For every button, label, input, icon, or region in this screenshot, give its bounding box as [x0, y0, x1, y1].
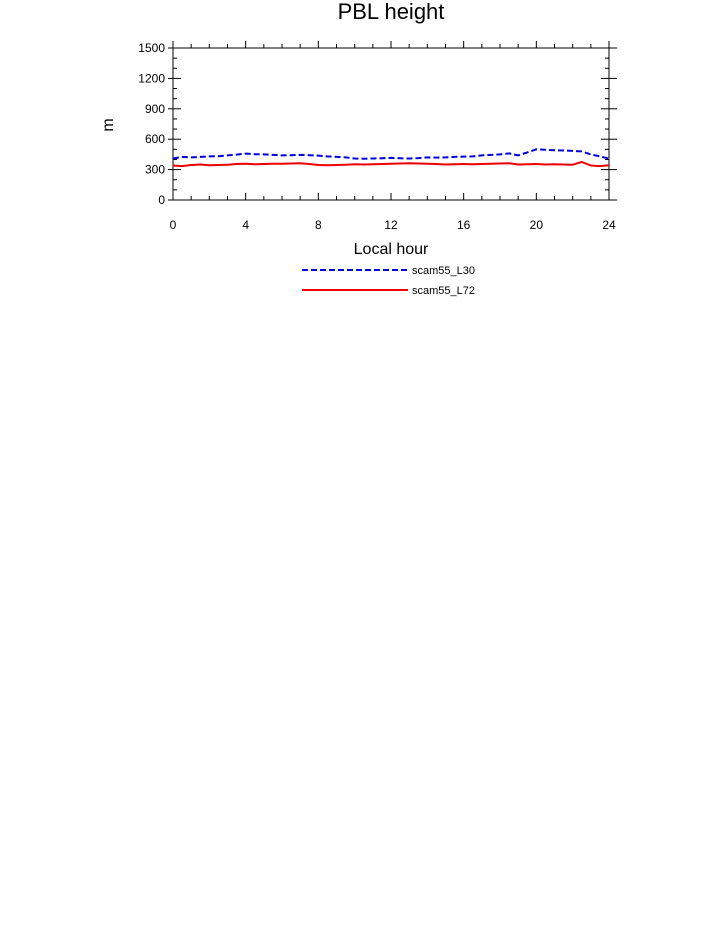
y-tick-label: 1200: [138, 71, 165, 86]
y-tick-label: 300: [144, 162, 165, 177]
x-tick-label: 8: [314, 218, 322, 232]
plot-frame: [173, 48, 609, 200]
y-tick-label: 900: [144, 101, 165, 116]
series-line-scam55_L72: [173, 162, 609, 166]
x-tick-label: 24: [602, 218, 616, 232]
x-axis-label: Local hour: [353, 241, 429, 258]
x-tick-label: 20: [529, 218, 544, 232]
x-tick-label: 4: [242, 218, 250, 232]
legend-label-scam55_L72: scam55_L72: [412, 285, 475, 297]
y-tick-label: 600: [144, 132, 165, 147]
y-axis-label: m: [100, 118, 117, 132]
x-tick-label: 12: [384, 218, 398, 232]
plot-area: [138, 41, 617, 232]
legend: [302, 265, 475, 297]
y-tick-label: 0: [158, 193, 165, 207]
legend-label-scam55_L30: scam55_L30: [412, 265, 475, 277]
x-tick-label: 16: [456, 218, 471, 232]
chart-title: PBL height: [337, 0, 445, 24]
x-tick-label: 0: [169, 218, 177, 232]
series-line-scam55_L30: [173, 149, 609, 158]
y-tick-label: 1500: [138, 41, 165, 55]
